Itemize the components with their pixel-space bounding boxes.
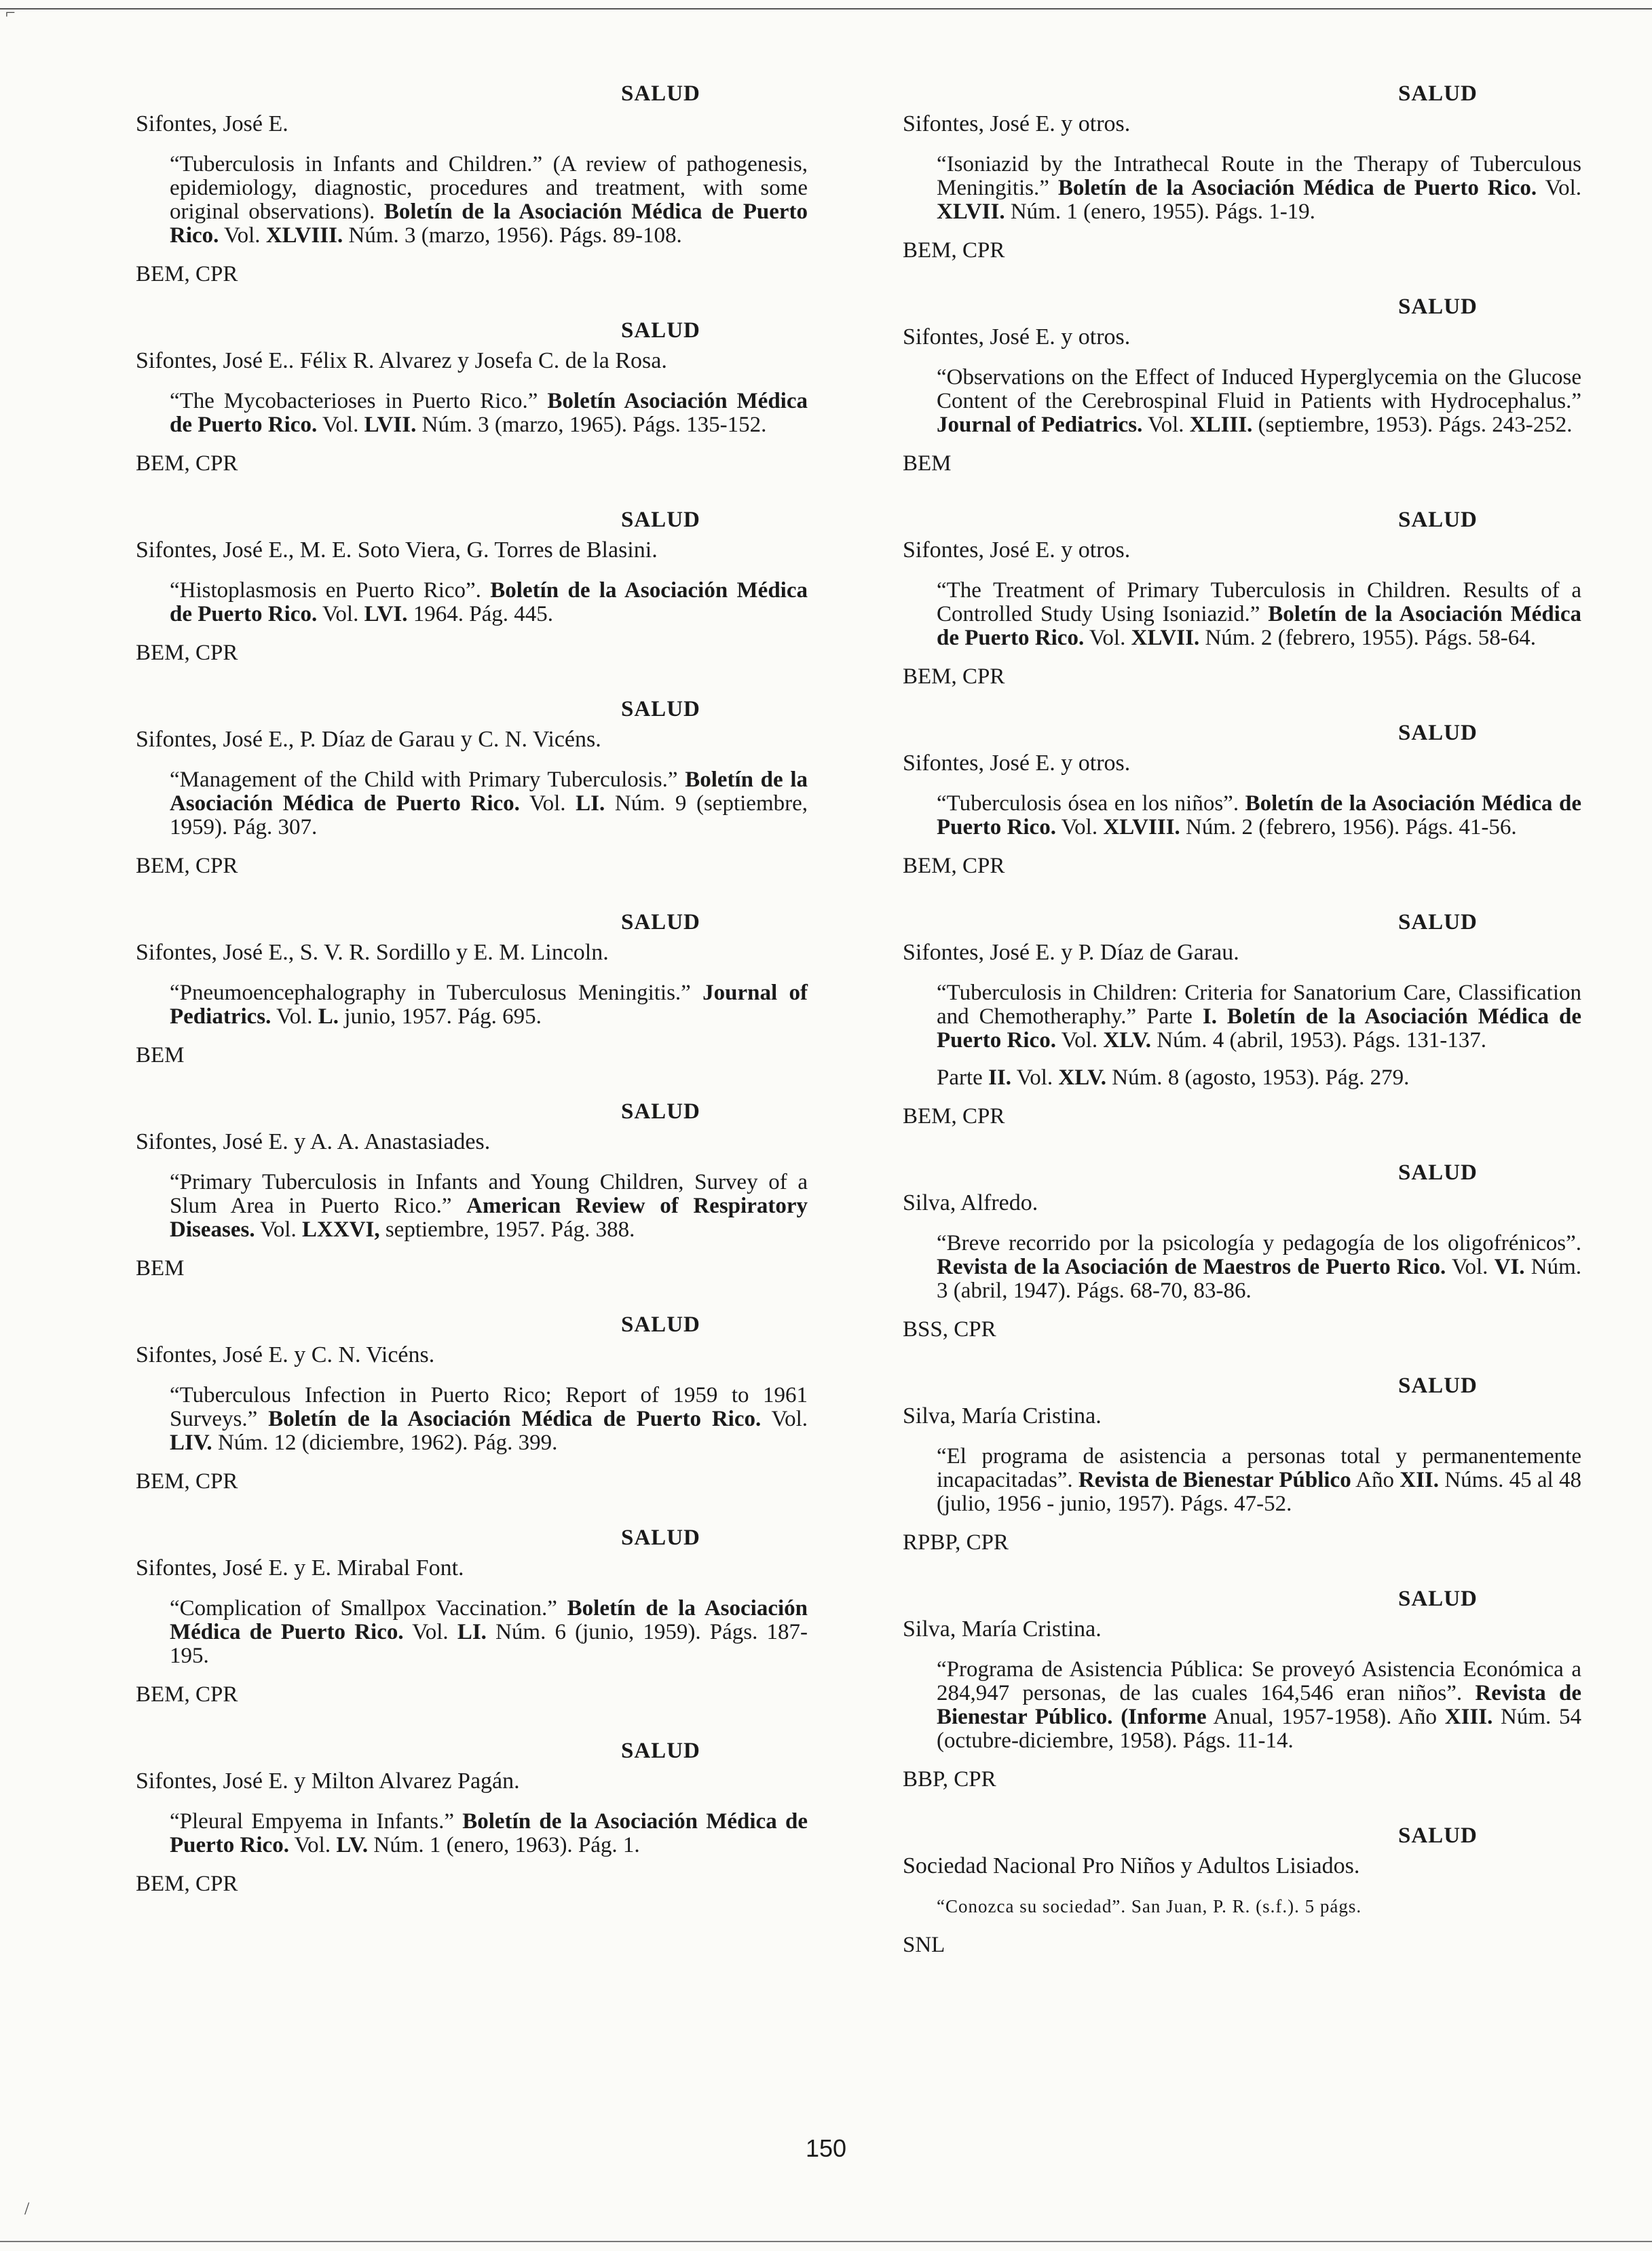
- entry-reference: [136, 153, 808, 248]
- reference-bold-part: Boletín de la Asociación Médica de Puerto Rico.: [170, 1809, 808, 1857]
- reference-bold-part: XLV.: [1103, 1028, 1151, 1053]
- reference-part: Vol.: [1055, 815, 1104, 839]
- reference-part: Núm. 12 (diciembre, 1962). Pág. 399.: [212, 1431, 558, 1455]
- entry-location: BEM, CPR: [903, 854, 1005, 878]
- entry-location: BEM, CPR: [136, 262, 238, 286]
- reference-part: Núm. 3 (abril, 1947). Págs. 68-70, 83-86.: [937, 1255, 1581, 1303]
- reference-part: Núm. 3 (marzo, 1956). Págs. 89-108.: [343, 223, 682, 248]
- reference-bold-part: Journal of Pediatrics.: [937, 413, 1143, 437]
- category-heading: SALUD: [621, 1739, 700, 1763]
- entry-location: BEM, CPR: [903, 238, 1005, 263]
- entry-reference: [136, 1384, 808, 1455]
- bibliography-entry: [136, 508, 808, 666]
- reference-part: Vol.: [271, 1004, 318, 1029]
- reference-bold-part: LVII.: [364, 413, 417, 437]
- bibliography-entry: [903, 721, 1581, 879]
- entry-author: Sifontes, José E. y E. Mirabal Font.: [136, 1555, 464, 1581]
- entry-location: BEM: [136, 1043, 185, 1067]
- reference-part: Vol.: [317, 602, 364, 626]
- reference-part: “Histoplasmosis en Puerto Rico”.: [170, 578, 491, 603]
- reference-part: 1964. Pág. 445.: [407, 602, 554, 626]
- bibliography-entry: [136, 81, 808, 287]
- reference-part: “Programa de Asistencia Pública: Se proveyó Asistencia Económica a 284,947 personas, de las cuales 164,546 eran niños”.: [937, 1657, 1581, 1705]
- entry-author: Sifontes, José E. y P. Díaz de Garau.: [903, 940, 1239, 965]
- reference-part: Vol.: [219, 223, 266, 248]
- category-heading: SALUD: [1398, 910, 1478, 934]
- entry-author: Silva, María Cristina.: [903, 1403, 1102, 1429]
- bibliography-entry: [136, 1739, 808, 1897]
- bibliography-entry: [136, 1526, 808, 1707]
- page-number: 150: [805, 2134, 847, 2162]
- bibliography-entry: [903, 1160, 1581, 1342]
- reference-bold-part: Revista de Bienestar Público. (Informe: [937, 1681, 1581, 1729]
- entry-author: Sifontes, José E. y otros.: [903, 324, 1131, 349]
- category-heading: SALUD: [1398, 721, 1478, 745]
- reference-part: Vol.: [1011, 1065, 1059, 1090]
- reference-bold-part: L.: [318, 1004, 339, 1029]
- reference-part: “Tuberculosis in Children: Criteria for Sanatorium Care, Classification and Chemotheraphy.” Parte: [937, 981, 1581, 1029]
- reference-bold-part: Boletín de la Asociación Médica de Puerto Rico.: [937, 791, 1581, 839]
- reference-part: “Management of the Child with Primary Tuberculosis.”: [170, 768, 686, 792]
- entry-reference: [136, 981, 808, 1029]
- category-heading: SALUD: [1398, 508, 1478, 532]
- reference-part: “Pneumoencephalography in Tuberculosus Meningitis.”: [170, 981, 703, 1005]
- entry-author: Sifontes, José E. y A. A. Anastasiades.: [136, 1129, 491, 1154]
- bibliography-entry: [903, 1587, 1581, 1792]
- reference-bold-part: LI.: [576, 791, 605, 816]
- entry-author: Sifontes, José E. y C. N. Vicéns.: [136, 1342, 435, 1367]
- category-heading: SALUD: [621, 910, 700, 934]
- bibliography-entry: [903, 81, 1581, 263]
- entry-reference: [903, 981, 1581, 1053]
- reference-bold-part: LVI.: [364, 602, 408, 626]
- entry-location: BEM, CPR: [136, 1469, 238, 1494]
- reference-bold-part: Boletín de la Asociación Médica de Puerto Rico.: [170, 200, 808, 248]
- reference-part: junio, 1957. Pág. 695.: [339, 1004, 542, 1029]
- category-heading: SALUD: [1398, 1160, 1478, 1185]
- reference-part: (septiembre, 1953). Págs. 243-252.: [1252, 413, 1573, 437]
- reference-part: “Complication of Smallpox Vaccination.”: [170, 1596, 567, 1621]
- entry-reference: [903, 792, 1581, 839]
- reference-part: Núm. 9 (septiembre, 1959). Pág. 307.: [170, 791, 808, 839]
- bibliography-entry: [136, 910, 808, 1068]
- entry-location: SNL: [903, 1933, 945, 1957]
- entry-author: Sifontes, José E., M. E. Soto Viera, G. Torres de Blasini.: [136, 537, 658, 563]
- entry-reference: [903, 579, 1581, 650]
- category-heading: SALUD: [621, 1526, 700, 1550]
- reference-part: Vol.: [1084, 626, 1131, 650]
- entry-location: BEM, CPR: [136, 1872, 238, 1896]
- entry-location: RPBP, CPR: [903, 1530, 1009, 1555]
- category-heading: SALUD: [1398, 1374, 1478, 1398]
- reference-part: “Breve recorrido por la psicología y pedagogía de los oligofrénicos”.: [937, 1231, 1581, 1255]
- reference-bold-part: XLVII.: [1131, 626, 1200, 650]
- reference-part: Vol.: [1446, 1255, 1495, 1279]
- entry-reference: [136, 1810, 808, 1857]
- reference-bold-part: Boletín de la Asociación Médica de Puerto Rico.: [170, 1596, 808, 1644]
- reference-part: Vol.: [288, 1833, 337, 1857]
- reference-part: Núm. 4 (abril, 1953). Págs. 131-137.: [1151, 1028, 1487, 1053]
- bibliography-entry: [903, 1374, 1581, 1555]
- entry-author: Sifontes, José E.: [136, 111, 288, 136]
- reference-bold-part: VI.: [1494, 1255, 1525, 1279]
- reference-bold-part: XLIII.: [1189, 413, 1253, 437]
- right-column: [903, 81, 1581, 1989]
- reference-bold-part: Boletín de la Asociación Médica de Puerto Rico.: [937, 602, 1581, 650]
- entry-reference: [136, 579, 808, 626]
- reference-bold-part: XLVII.: [937, 200, 1005, 224]
- entry-location: BEM, CPR: [136, 1682, 238, 1707]
- category-heading: SALUD: [621, 508, 700, 532]
- entry-reference: [903, 1066, 1581, 1090]
- entry-author: Sifontes, José E. y otros.: [903, 111, 1131, 136]
- entry-location: BEM, CPR: [136, 641, 238, 665]
- reference-part: Anual, 1957-1958). Año: [1206, 1705, 1445, 1729]
- category-heading: SALUD: [621, 697, 700, 721]
- entry-author: Sifontes, José E. y otros.: [903, 537, 1131, 563]
- reference-part: “The Treatment of Primary Tuberculosis in Children. Results of a Controlled Study Using Isoniazid.”: [937, 578, 1581, 626]
- reference-part: Núm. 8 (agosto, 1953). Pág. 279.: [1106, 1065, 1410, 1090]
- reference-part: Vol.: [1055, 1028, 1104, 1053]
- reference-part: “Isoniazid by the Intrathecal Route in the Therapy of Tuberculous Meningitis.”: [937, 152, 1581, 200]
- entry-location: BEM, CPR: [136, 854, 238, 878]
- entry-location: BBP, CPR: [903, 1767, 996, 1792]
- reference-part: “Tuberculous Infection in Puerto Rico; Report of 1959 to 1961 Surveys.”: [170, 1383, 808, 1431]
- reference-part: Vol.: [403, 1620, 457, 1644]
- reference-bold-part: II.: [988, 1065, 1011, 1090]
- bibliography-entry: [136, 697, 808, 879]
- reference-part: Núm. 1 (enero, 1955). Págs. 1-19.: [1005, 200, 1315, 224]
- reference-part: Núms. 45 al 48 (julio, 1956 - junio, 1957). Págs. 47-52.: [937, 1468, 1581, 1516]
- reference-bold-part: XLVIII.: [265, 223, 343, 248]
- reference-part: Núm. 1 (enero, 1963). Pág. 1.: [368, 1833, 640, 1857]
- reference-bold-part: Revista de la Asociación de Maestros de Puerto Rico.: [937, 1255, 1446, 1279]
- entry-author: Sifontes, José E. y otros.: [903, 751, 1131, 776]
- category-heading: SALUD: [621, 1312, 700, 1337]
- entry-reference: [903, 1895, 1581, 1918]
- category-heading: SALUD: [1398, 295, 1478, 319]
- category-heading: SALUD: [1398, 1587, 1478, 1611]
- reference-part: Núm. 54 (octubre-diciembre, 1958). Págs. 11-14.: [937, 1705, 1581, 1753]
- reference-bold-part: Boletín Asociación Médica de Puerto Rico.: [170, 389, 808, 437]
- entry-author: Silva, Alfredo.: [903, 1190, 1038, 1215]
- reference-part: Vol.: [1142, 413, 1190, 437]
- reference-part: Año: [1351, 1468, 1400, 1492]
- scan-mark-icon: ⌐: [5, 3, 16, 22]
- reference-part: Vol.: [761, 1407, 808, 1431]
- reference-part: septiembre, 1957. Pág. 388.: [379, 1217, 635, 1242]
- reference-bold-part: LXXVI,: [301, 1217, 380, 1242]
- bibliography-entry: [903, 295, 1581, 476]
- reference-part: Núm. 6 (junio, 1959). Págs. 187-195.: [170, 1620, 808, 1668]
- entry-reference: [136, 1597, 808, 1668]
- reference-bold-part: I. Boletín de la Asociación Médica de Puerto Rico.: [937, 1004, 1581, 1053]
- entry-reference: [903, 153, 1581, 224]
- category-heading: SALUD: [1398, 1823, 1478, 1848]
- category-heading: SALUD: [1398, 81, 1478, 106]
- entry-reference: [903, 1445, 1581, 1516]
- reference-part: Vol.: [519, 791, 576, 816]
- reference-part: Núm. 3 (marzo, 1965). Págs. 135-152.: [416, 413, 767, 437]
- reference-bold-part: XII.: [1400, 1468, 1440, 1492]
- reference-bold-part: American Review of Respiratory Diseases.: [170, 1194, 808, 1242]
- reference-part: “El programa de asistencia a personas total y permanentemente incapacitadas”.: [937, 1444, 1581, 1492]
- reference-bold-part: Revista de Bienestar Público: [1078, 1468, 1351, 1492]
- top-rule: [0, 8, 1652, 10]
- bibliography-entry: [903, 910, 1581, 1129]
- scan-mark-icon: /: [24, 2199, 30, 2218]
- reference-part: “Observations on the Effect of Induced Hyperglycemia on the Glucose Content of the Cerebrospinal Fluid in Patients with Hydrocephalus.”: [937, 365, 1581, 413]
- bibliography-entry: [136, 318, 808, 476]
- reference-bold-part: Boletín de la Asociación Médica de Puerto Rico.: [170, 578, 808, 626]
- reference-part: Vol.: [317, 413, 364, 437]
- entry-author: Sociedad Nacional Pro Niños y Adultos Lisiados.: [903, 1853, 1360, 1878]
- reference-part: “Tuberculosis in Infants and Children.” (A review of pathogenesis, epidemiology, diagnostic, procedures and treatment, with some original observations).: [170, 152, 808, 224]
- entry-reference: [136, 1171, 808, 1242]
- bottom-rule: [0, 2241, 1652, 2242]
- entry-author: Silva, María Cristina.: [903, 1616, 1102, 1642]
- reference-bold-part: Boletín de la Asociación Médica de Puerto Rico.: [1057, 176, 1537, 200]
- entry-location: BSS, CPR: [903, 1317, 996, 1342]
- entry-reference: [903, 1232, 1581, 1303]
- entry-author: Sifontes, José E., P. Díaz de Garau y C. N. Vicéns.: [136, 727, 601, 752]
- category-heading: SALUD: [621, 318, 700, 343]
- reference-bold-part: XLVIII.: [1103, 815, 1180, 839]
- entry-location: BEM, CPR: [903, 1104, 1005, 1129]
- category-heading: SALUD: [621, 1099, 700, 1124]
- reference-bold-part: LIV.: [170, 1431, 212, 1455]
- reference-bold-part: XIII.: [1444, 1705, 1493, 1729]
- entry-author: Sifontes, José E. y Milton Alvarez Pagán.: [136, 1768, 520, 1794]
- bibliography-entry: [136, 1099, 808, 1281]
- reference-bold-part: XLV.: [1058, 1065, 1107, 1090]
- reference-part: Núm. 2 (febrero, 1955). Págs. 58-64.: [1199, 626, 1537, 650]
- reference-bold-part: LI.: [457, 1620, 487, 1644]
- entry-location: BEM, CPR: [136, 451, 238, 476]
- reference-bold-part: Journal of Pediatrics.: [170, 981, 808, 1029]
- entry-reference: [903, 1658, 1581, 1753]
- entry-location: BEM: [903, 451, 952, 476]
- bibliography-entry: [136, 1312, 808, 1494]
- reference-part: Vol.: [1537, 176, 1581, 200]
- entry-reference: [903, 366, 1581, 437]
- reference-bold-part: LV.: [336, 1833, 369, 1857]
- entry-reference: [136, 390, 808, 437]
- reference-part: “Conozca su sociedad”. San Juan, P. R. (s.f.). 5 págs.: [937, 1896, 1362, 1916]
- reference-bold-part: Boletín de la Asociación Médica de Puerto Rico.: [170, 768, 808, 816]
- reference-part: “Pleural Empyema in Infants.”: [170, 1809, 463, 1834]
- bibliography-entry: [903, 508, 1581, 689]
- reference-part: “Primary Tuberculosis in Infants and Young Children, Survey of a Slum Area in Puerto Rico.”: [170, 1170, 808, 1218]
- left-column: [136, 81, 808, 1928]
- entry-location: BEM, CPR: [903, 664, 1005, 689]
- reference-part: “Tuberculosis ósea en los niños”.: [937, 791, 1245, 816]
- reference-part: Vol.: [255, 1217, 302, 1242]
- entry-reference: [136, 768, 808, 839]
- entry-location: BEM: [136, 1256, 185, 1281]
- entry-author: Sifontes, José E., S. V. R. Sordillo y E. M. Lincoln.: [136, 940, 609, 965]
- entry-author: Sifontes, José E.. Félix R. Alvarez y Josefa C. de la Rosa.: [136, 348, 667, 373]
- reference-part: Parte: [937, 1065, 989, 1090]
- reference-bold-part: Boletín de la Asociación Médica de Puerto Rico.: [268, 1407, 762, 1431]
- bibliography-entry: [903, 1823, 1581, 1958]
- reference-part: Núm. 2 (febrero, 1956). Págs. 41-56.: [1180, 815, 1517, 839]
- category-heading: SALUD: [621, 81, 700, 106]
- reference-part: “The Mycobacterioses in Puerto Rico.”: [170, 389, 548, 413]
